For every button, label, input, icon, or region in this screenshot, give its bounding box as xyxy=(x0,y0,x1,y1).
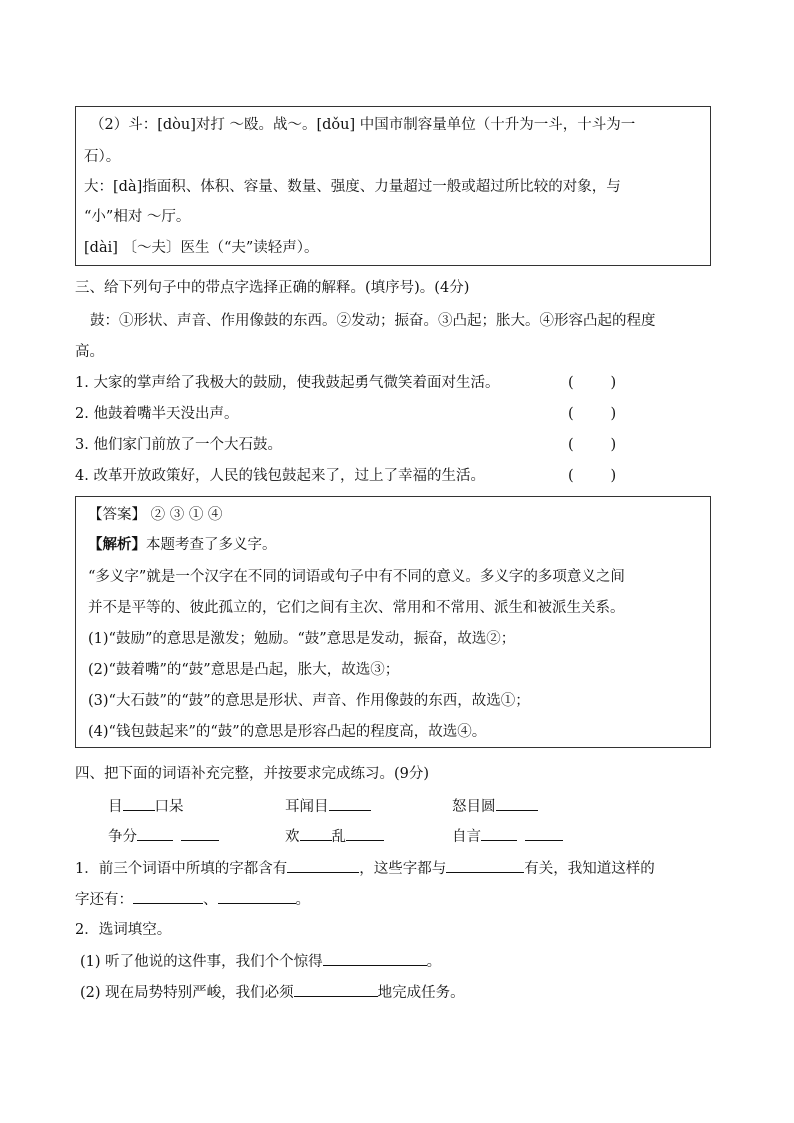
word-fill-1-suffix: 口呆 xyxy=(154,799,184,815)
analysis-para-1: “多义字”就是一个汉字在不同的词语或句子中有不同的意义。多义字的多项意义之间 xyxy=(88,569,625,585)
word-blank-4a[interactable] xyxy=(137,826,173,841)
question-4-1-line-2 xyxy=(75,889,310,910)
question-4-2: 2．选词填空。 xyxy=(75,922,172,938)
definition-line-4: “小”相对 ～厅。 xyxy=(84,209,191,225)
answer-paren-1[interactable]: ( ) xyxy=(568,375,617,391)
word-blank-2[interactable] xyxy=(329,796,371,811)
analysis-item-2: (2)“鼓着嘴”的“鼓”意思是凸起，胀大，故选③； xyxy=(88,662,400,678)
word-fill-1-prefix: 目 xyxy=(108,799,123,815)
question-item-2: 2. 他鼓着嘴半天没出声。 xyxy=(75,406,239,422)
word-fill-4 xyxy=(108,826,219,847)
word-fill-6 xyxy=(452,826,563,847)
answer-line: 【答案】 ② ③ ① ④ xyxy=(88,507,223,523)
definition-box xyxy=(75,106,711,266)
word-fill-1 xyxy=(108,796,184,817)
question-item-1: 1. 大家的掌声给了我极大的鼓励，使我鼓起勇气微笑着面对生活。 xyxy=(75,375,500,391)
answer-box xyxy=(75,496,711,748)
word-fill-2 xyxy=(285,796,371,817)
word-blank-4b[interactable] xyxy=(181,826,219,841)
definition-line-3: 大：[dà]指面积、体积、容量、数量、强度、力量超过一般或超过所比较的对象，与 xyxy=(84,179,621,195)
question-4-1-separator: 、 xyxy=(203,892,218,908)
question-4-2-1-text: (1) 听了他说的这件事，我们个个惊得 xyxy=(80,954,323,970)
word-fill-6-prefix: 自言 xyxy=(452,829,481,845)
section-4-heading: 四、把下面的词语补充完整，并按要求完成练习。(9分) xyxy=(75,766,430,782)
word-fill-5-middle: 乱 xyxy=(331,829,346,845)
definition-line-1: （2）斗：[dòu]对打 ～殴。战～。[dǒu] 中国市制容量单位（十升为一斗，十斗为一 xyxy=(90,117,636,133)
word-blank-6b[interactable] xyxy=(525,826,563,841)
answer-paren-2[interactable]: ( ) xyxy=(568,406,617,422)
analysis-item-1: (1)“鼓励”的意思是激发；勉励。“鼓”意思是发动，振奋，故选②； xyxy=(88,631,516,647)
answer-paren-4[interactable]: ( ) xyxy=(568,468,617,484)
question-4-2-1 xyxy=(80,951,441,972)
question-4-2-1-end: 。 xyxy=(426,954,442,970)
definition-line-2: 石）。 xyxy=(84,149,121,165)
word-blank-6a[interactable] xyxy=(481,826,517,841)
word-blank-5b[interactable] xyxy=(346,826,384,841)
word-blank-3[interactable] xyxy=(496,796,538,811)
word-fill-5-prefix: 欢 xyxy=(285,829,300,845)
definition-gu-line-2: 高。 xyxy=(75,344,104,360)
analysis-item-3: (3)“大石鼓”的“鼓”的意思是形状、声音、作用像鼓的东西，故选①； xyxy=(88,693,530,709)
question-item-3: 3. 他们家门前放了一个大石鼓。 xyxy=(75,437,282,453)
word-blank-1[interactable] xyxy=(123,796,155,811)
question-4-1-text-b: ，这些字都与 xyxy=(359,861,447,877)
q2-2-blank[interactable] xyxy=(294,982,378,997)
word-fill-5 xyxy=(285,826,384,847)
definition-line-5: [dài] 〔～夫〕医生（“夫”读轻声）。 xyxy=(84,240,319,256)
word-fill-3-prefix: 怒目圆 xyxy=(452,799,496,815)
answer-paren-3[interactable]: ( ) xyxy=(568,437,617,453)
question-4-1-line-1 xyxy=(75,858,655,879)
q1-blank-example-1[interactable] xyxy=(133,889,203,904)
analysis-text: 本题考查了多义字。 xyxy=(146,537,277,553)
q1-blank-radical[interactable] xyxy=(287,858,359,873)
question-4-1-text-a: 1．前三个词语中所填的字都含有 xyxy=(75,861,288,877)
analysis-line xyxy=(88,535,277,555)
analysis-label: 【解析】 xyxy=(88,536,146,553)
analysis-item-4: (4)“钱包鼓起来”的“鼓”的意思是形容凸起的程度高，故选④。 xyxy=(88,724,487,740)
analysis-para-2: 并不是平等的、彼此孤立的，它们之间有主次、常用和不常用、派生和被派生关系。 xyxy=(88,600,625,616)
question-4-2-2-end: 地完成任务。 xyxy=(377,985,465,1001)
q1-blank-example-2[interactable] xyxy=(218,889,296,904)
q2-1-blank[interactable] xyxy=(323,951,427,966)
word-fill-2-prefix: 耳闻目 xyxy=(285,799,329,815)
word-blank-5a[interactable] xyxy=(300,826,332,841)
word-fill-3 xyxy=(452,796,538,817)
question-4-1-end: 。 xyxy=(295,892,310,908)
question-4-2-2 xyxy=(80,982,465,1003)
word-fill-4-prefix: 争分 xyxy=(108,829,137,845)
definition-gu-line-1: 鼓：①形状、声音、作用像鼓的东西。②发动；振奋。③凸起；胀大。④形容凸起的程度 xyxy=(90,313,656,329)
question-4-1-text-c: 有关，我知道这样的 xyxy=(524,861,655,877)
question-item-4: 4. 改革开放政策好，人民的钱包鼓起来了，过上了幸福的生活。 xyxy=(75,468,485,484)
section-3-heading: 三、给下列句子中的带点字选择正确的解释。(填序号)。(4分) xyxy=(75,280,470,296)
q1-blank-related[interactable] xyxy=(446,858,524,873)
question-4-2-2-text: (2) 现在局势特别严峻，我们必须 xyxy=(80,985,294,1001)
question-4-1-text-d: 字还有： xyxy=(75,892,133,908)
